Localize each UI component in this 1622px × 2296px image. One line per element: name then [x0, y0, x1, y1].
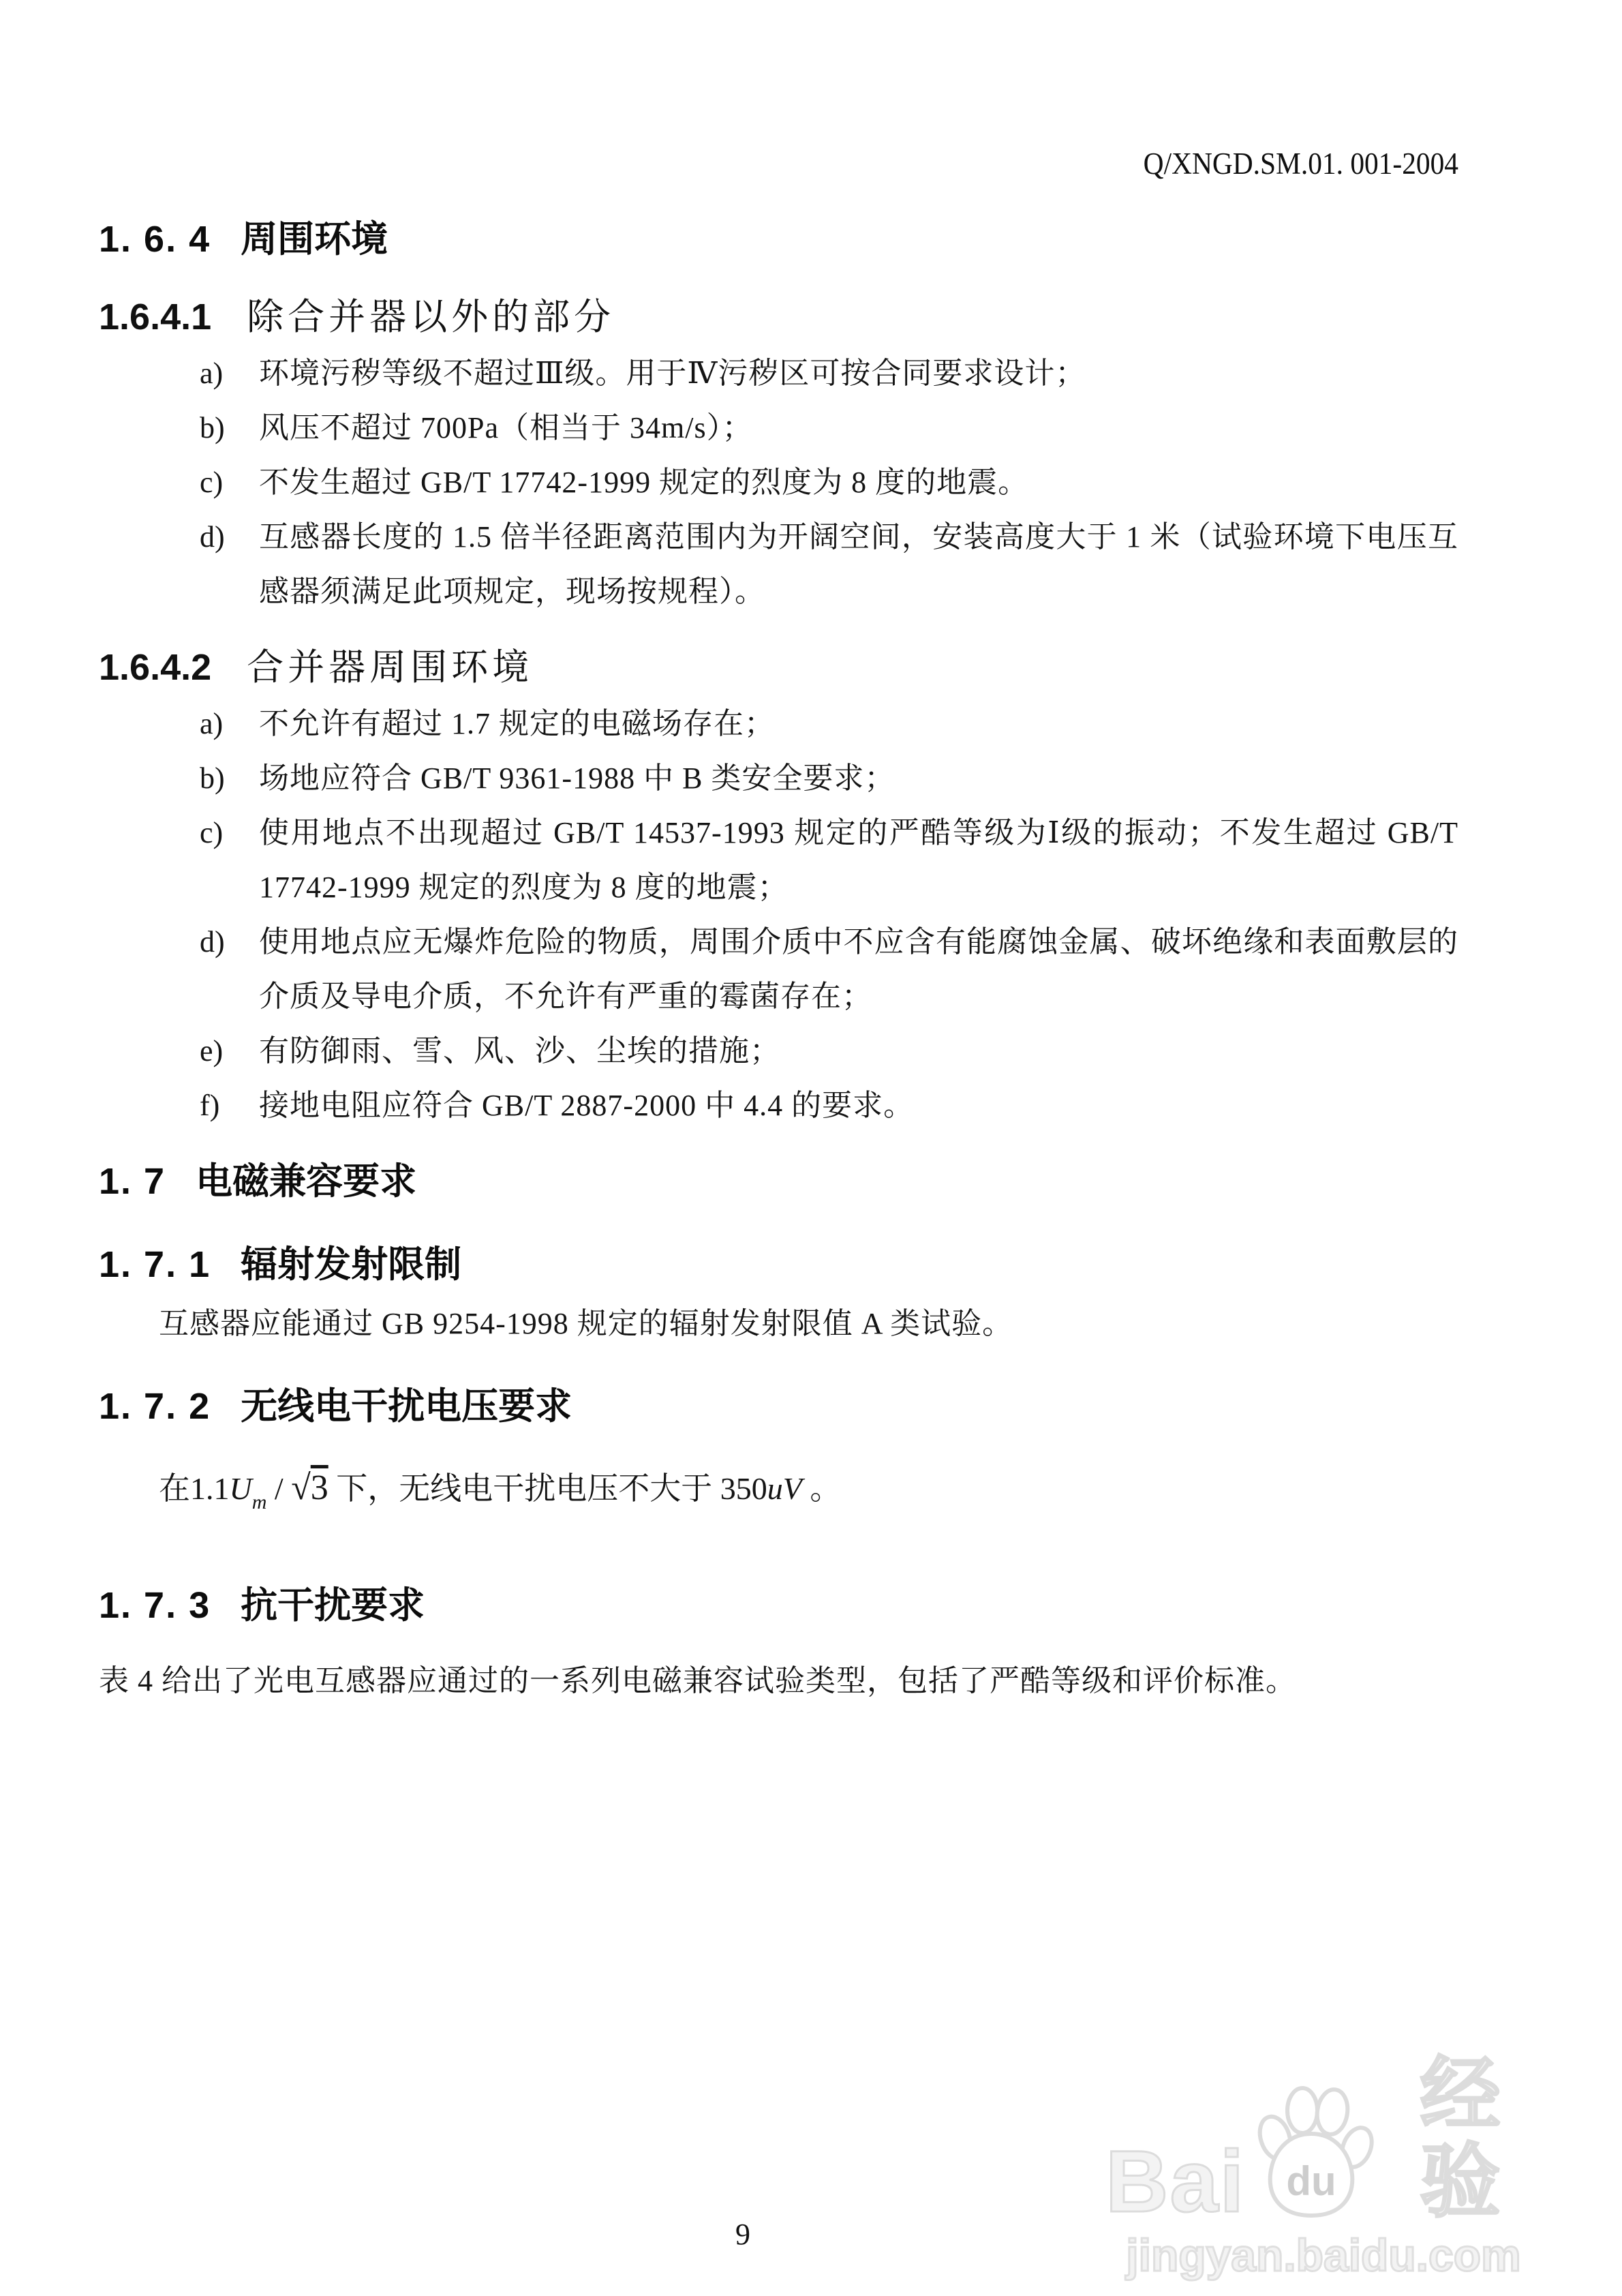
heading-1-7-3 [99, 1582, 1458, 1629]
formula-unit: uV [767, 1471, 802, 1506]
list-item [99, 455, 1458, 510]
heading-1-7-2 [99, 1383, 1458, 1430]
doc-number: Q/XNGD.SM.01. 001-2004 [1143, 147, 1458, 181]
heading-number: 1. 7. 2 [99, 1386, 211, 1427]
list-item-text: 使用地点不出现超过 GB/T 14537-1993 规定的严酷等级为Ⅰ级的振动；不发生超过 GB/T 17742-1999 规定的烈度为 8 度的地震； [259, 816, 1458, 904]
list-item-label: c) [200, 466, 224, 499]
heading-number: 1. 7. 1 [99, 1244, 211, 1285]
list-1-6-4-2 [99, 697, 1458, 1133]
heading-title: 周围环境 [241, 219, 388, 260]
heading-number: 1.6.4.1 [99, 297, 212, 337]
list-item-text: 互感器长度的 1.5 倍半径距离范围内为开阔空间，安装高度大于 1 米（试验环境下电压互感器须满足此项规定，现场按规程）。 [259, 520, 1458, 608]
heading-1-6-4-2 [99, 644, 1458, 691]
sqrt-radicand: 3 [310, 1468, 328, 1507]
list-item-text: 风压不超过 700Pa（相当于 34m/s）； [259, 411, 753, 444]
formula-variable: U [229, 1471, 252, 1506]
baidu-wordmark-jingyan: 经验 [1420, 2050, 1503, 2227]
list-item [99, 1078, 1458, 1133]
list-item [99, 806, 1458, 915]
formula-slash: / [266, 1471, 292, 1506]
list-1-6-4-1 [99, 346, 1458, 619]
list-item [99, 346, 1458, 401]
list-item-text: 不允许有超过 1.7 规定的电磁场存在； [259, 707, 775, 740]
sqrt-radical-sign: √ [291, 1468, 311, 1507]
heading-title: 无线电干扰电压要求 [241, 1386, 572, 1427]
list-item-text: 环境污秽等级不超过Ⅲ级。用于Ⅳ污秽区可按合同要求设计； [259, 357, 1086, 390]
formula-mid-text: 下，无线电干扰电压不大于 350 [328, 1471, 767, 1506]
list-item-text: 不发生超过 GB/T 17742-1999 规定的烈度为 8 度的地震。 [259, 466, 1029, 499]
list-item-label: d) [200, 925, 225, 958]
formula-suffix: 。 [801, 1471, 842, 1506]
list-item [99, 915, 1458, 1024]
paragraph-1-7-1: 互感器应能通过 GB 9254-1998 规定的辐射发射限值 A 类试验。 [159, 1307, 1013, 1340]
heading-title: 电磁兼容要求 [196, 1161, 417, 1202]
list-item-text: 使用地点应无爆炸危险的物质，周围介质中不应含有能腐蚀金属、破坏绝缘和表面敷层的介质及导电介质，不允许有严重的霉菌存在； [259, 925, 1458, 1013]
formula-prefix: 在1.1 [159, 1471, 230, 1506]
heading-title: 合并器周围环境 [247, 647, 534, 688]
list-item [99, 1024, 1458, 1078]
heading-title: 抗干扰要求 [241, 1585, 425, 1626]
heading-title: 除合并器以外的部分 [247, 297, 615, 337]
heading-1-6-4 [99, 215, 1458, 263]
list-item-label: a) [200, 357, 224, 390]
list-item-label: d) [200, 520, 225, 554]
formula-1-7-2 [99, 1457, 1458, 1533]
baidu-watermark-url: jingyan.baidu.com [1126, 2230, 1521, 2280]
list-item [99, 751, 1458, 806]
heading-1-7 [99, 1158, 1458, 1205]
baidu-paw-icon [1246, 2085, 1376, 2233]
heading-number: 1. 6. 4 [99, 219, 211, 260]
list-item-label: b) [200, 411, 225, 444]
baidu-watermark [1105, 2051, 1542, 2280]
baidu-logo [1105, 2050, 1542, 2231]
list-item-text: 场地应符合 GB/T 9361-1988 中 B 类安全要求； [259, 761, 896, 795]
formula-subscript: m [251, 1491, 267, 1513]
page-number: 9 [735, 2218, 750, 2251]
heading-number: 1. 7. 3 [99, 1585, 211, 1626]
paragraph-1-7-3: 表 4 给出了光电互感器应通过的一系列电磁兼容试验类型，包括了严酷等级和评价标准。 [99, 1664, 1296, 1697]
list-item [99, 697, 1458, 751]
baidu-wordmark-bai: Bai [1105, 2133, 1246, 2231]
list-item [99, 510, 1458, 619]
list-item-text: 接地电阻应符合 GB/T 2887-2000 中 4.4 的要求。 [259, 1089, 915, 1122]
heading-number: 1. 7 [99, 1161, 166, 1202]
heading-1-6-4-1 [99, 293, 1458, 341]
list-item-label: c) [200, 816, 224, 849]
list-item-label: a) [200, 707, 224, 740]
heading-1-7-1 [99, 1241, 1458, 1288]
list-item-label: b) [200, 761, 225, 795]
heading-number: 1.6.4.2 [99, 647, 212, 688]
heading-title: 辐射发射限制 [241, 1244, 462, 1285]
svg-text:du: du [1286, 2158, 1336, 2204]
list-item-text: 有防御雨、雪、风、沙、尘埃的措施； [259, 1034, 780, 1068]
list-item-label: e) [200, 1034, 224, 1068]
list-item-label: f) [200, 1089, 220, 1122]
list-item [99, 401, 1458, 455]
